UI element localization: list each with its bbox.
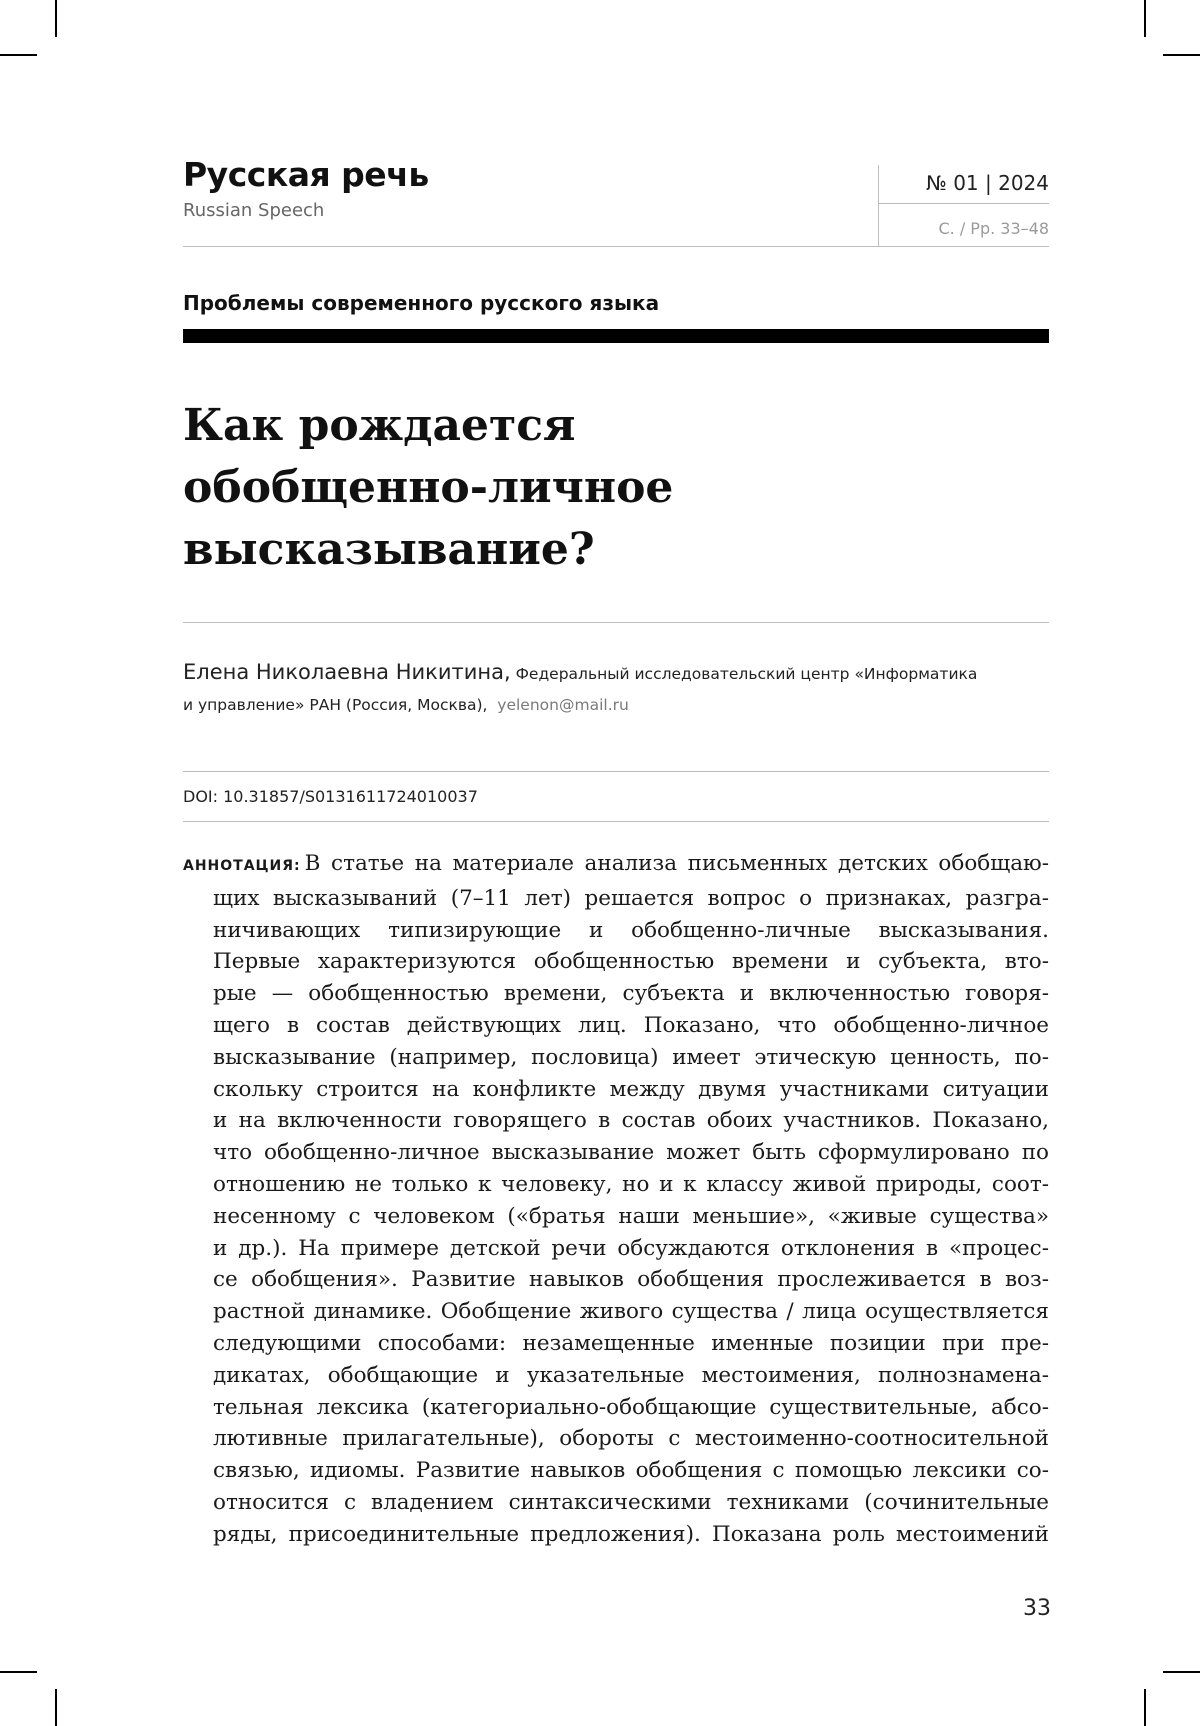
article-title-line: высказывание? [183, 524, 595, 575]
section-heading: Проблемы современного русского языка [183, 291, 660, 315]
title-rule [183, 622, 1049, 623]
header-rule [183, 246, 1049, 247]
abstract-line: дикатах, обобщающие и указательные местоимения, полнознамена- [213, 1362, 1049, 1388]
journal-subtitle: Russian Speech [183, 200, 325, 221]
section-bar [183, 329, 1049, 343]
abstract-line: тельная лексика (категориально-обобщающие существительные, абсо- [213, 1394, 1049, 1420]
article-title-line: обобщенно-личное [183, 462, 674, 513]
abstract-line: скольку строится на конфликте между двумя участниками ситуации [213, 1076, 1049, 1102]
author-rule [183, 771, 1049, 772]
author-name: Елена Николаевна Никитина, [183, 660, 511, 684]
crop-mark-bottom-left-h [0, 1671, 37, 1673]
abstract-line: се обобщения». Развитие навыков обобщения прослеживается в воз- [213, 1267, 1049, 1293]
abstract-line: ряды, присоединительные предложения). Показана роль местоимений [213, 1521, 1049, 1547]
abstract-line: и др.). На примере детской речи обсуждаются отклонения в «процес- [213, 1235, 1049, 1261]
crop-mark-top-left [55, 0, 57, 37]
issue-divider [879, 203, 1049, 204]
abstract-line: несенному с человеком («братья наши меньшие», «живые существа» [213, 1203, 1049, 1229]
author-affiliation-cont: и управление» РАН (Россия, Москва), [183, 696, 488, 714]
author-email[interactable]: yelenon@mail.ru [497, 696, 629, 714]
page-range: С. / Pp. 33–48 [938, 219, 1049, 238]
crop-mark-bottom-right [1144, 1689, 1146, 1726]
abstract-line: высказывание (например, пословица) имеет этическую ценность, по- [213, 1044, 1049, 1070]
doi[interactable]: DOI: 10.31857/S0131611724010037 [183, 787, 478, 806]
author-line-2 [183, 696, 629, 714]
page-number: 33 [1023, 1596, 1051, 1621]
abstract [183, 848, 1049, 1551]
crop-mark-top-right [1144, 0, 1146, 37]
article-title-line: Как рождается [183, 400, 576, 451]
author-affiliation: Федеральный исследовательский центр «Информатика [510, 665, 978, 683]
abstract-line: следующими способами: незамещенные именные позиции при пре- [213, 1330, 1049, 1356]
crop-mark-bottom-right-h [1163, 1671, 1200, 1673]
abstract-line: связью, идиомы. Развитие навыков обобщения с помощью лексики со- [213, 1458, 1049, 1484]
crop-mark-bottom-left [55, 1689, 57, 1726]
abstract-line: отношению не только к человеку, но и к классу живой природы, соот- [213, 1171, 1049, 1197]
doi-rule [183, 821, 1049, 822]
crop-mark-top-right-h [1163, 54, 1200, 56]
author-line-1 [183, 660, 977, 684]
abstract-line: рые — обобщенностью времени, субъекта и включенностью говоря- [213, 981, 1049, 1007]
abstract-line: АННОТАЦИЯ: В статье на материале анализа письменных детских обобщаю- [183, 851, 1049, 876]
article-title [183, 395, 1043, 581]
abstract-line: щих высказываний (7–11 лет) решается вопрос о признаках, разгра- [213, 885, 1049, 911]
abstract-label: АННОТАЦИЯ: [183, 858, 301, 874]
abstract-line: щего в состав действующих лиц. Показано, что обобщенно-личное [213, 1012, 1049, 1038]
abstract-line: Первые характеризуются обобщенностью времени и субъекта, вто- [213, 949, 1049, 975]
abstract-line: что обобщенно-личное высказывание может быть сформулировано по [213, 1140, 1049, 1166]
journal-title: Русская речь [183, 155, 429, 194]
abstract-line: относится с владением синтаксическими техниками (сочинительные [213, 1489, 1049, 1515]
header-divider [878, 165, 879, 247]
abstract-line: ничивающих типизирующие и обобщенно-личные высказывания. [213, 917, 1049, 943]
crop-mark-top-left-h [0, 54, 37, 56]
abstract-line: растной динамике. Обобщение живого существа / лица осуществляется [213, 1299, 1049, 1325]
abstract-line: и на включенности говорящего в состав обоих участников. Показано, [213, 1108, 1049, 1134]
abstract-line: лютивные прилагательные), обороты с местоименно-соотносительной [213, 1426, 1049, 1452]
issue-number: № 01 | 2024 [926, 171, 1049, 195]
